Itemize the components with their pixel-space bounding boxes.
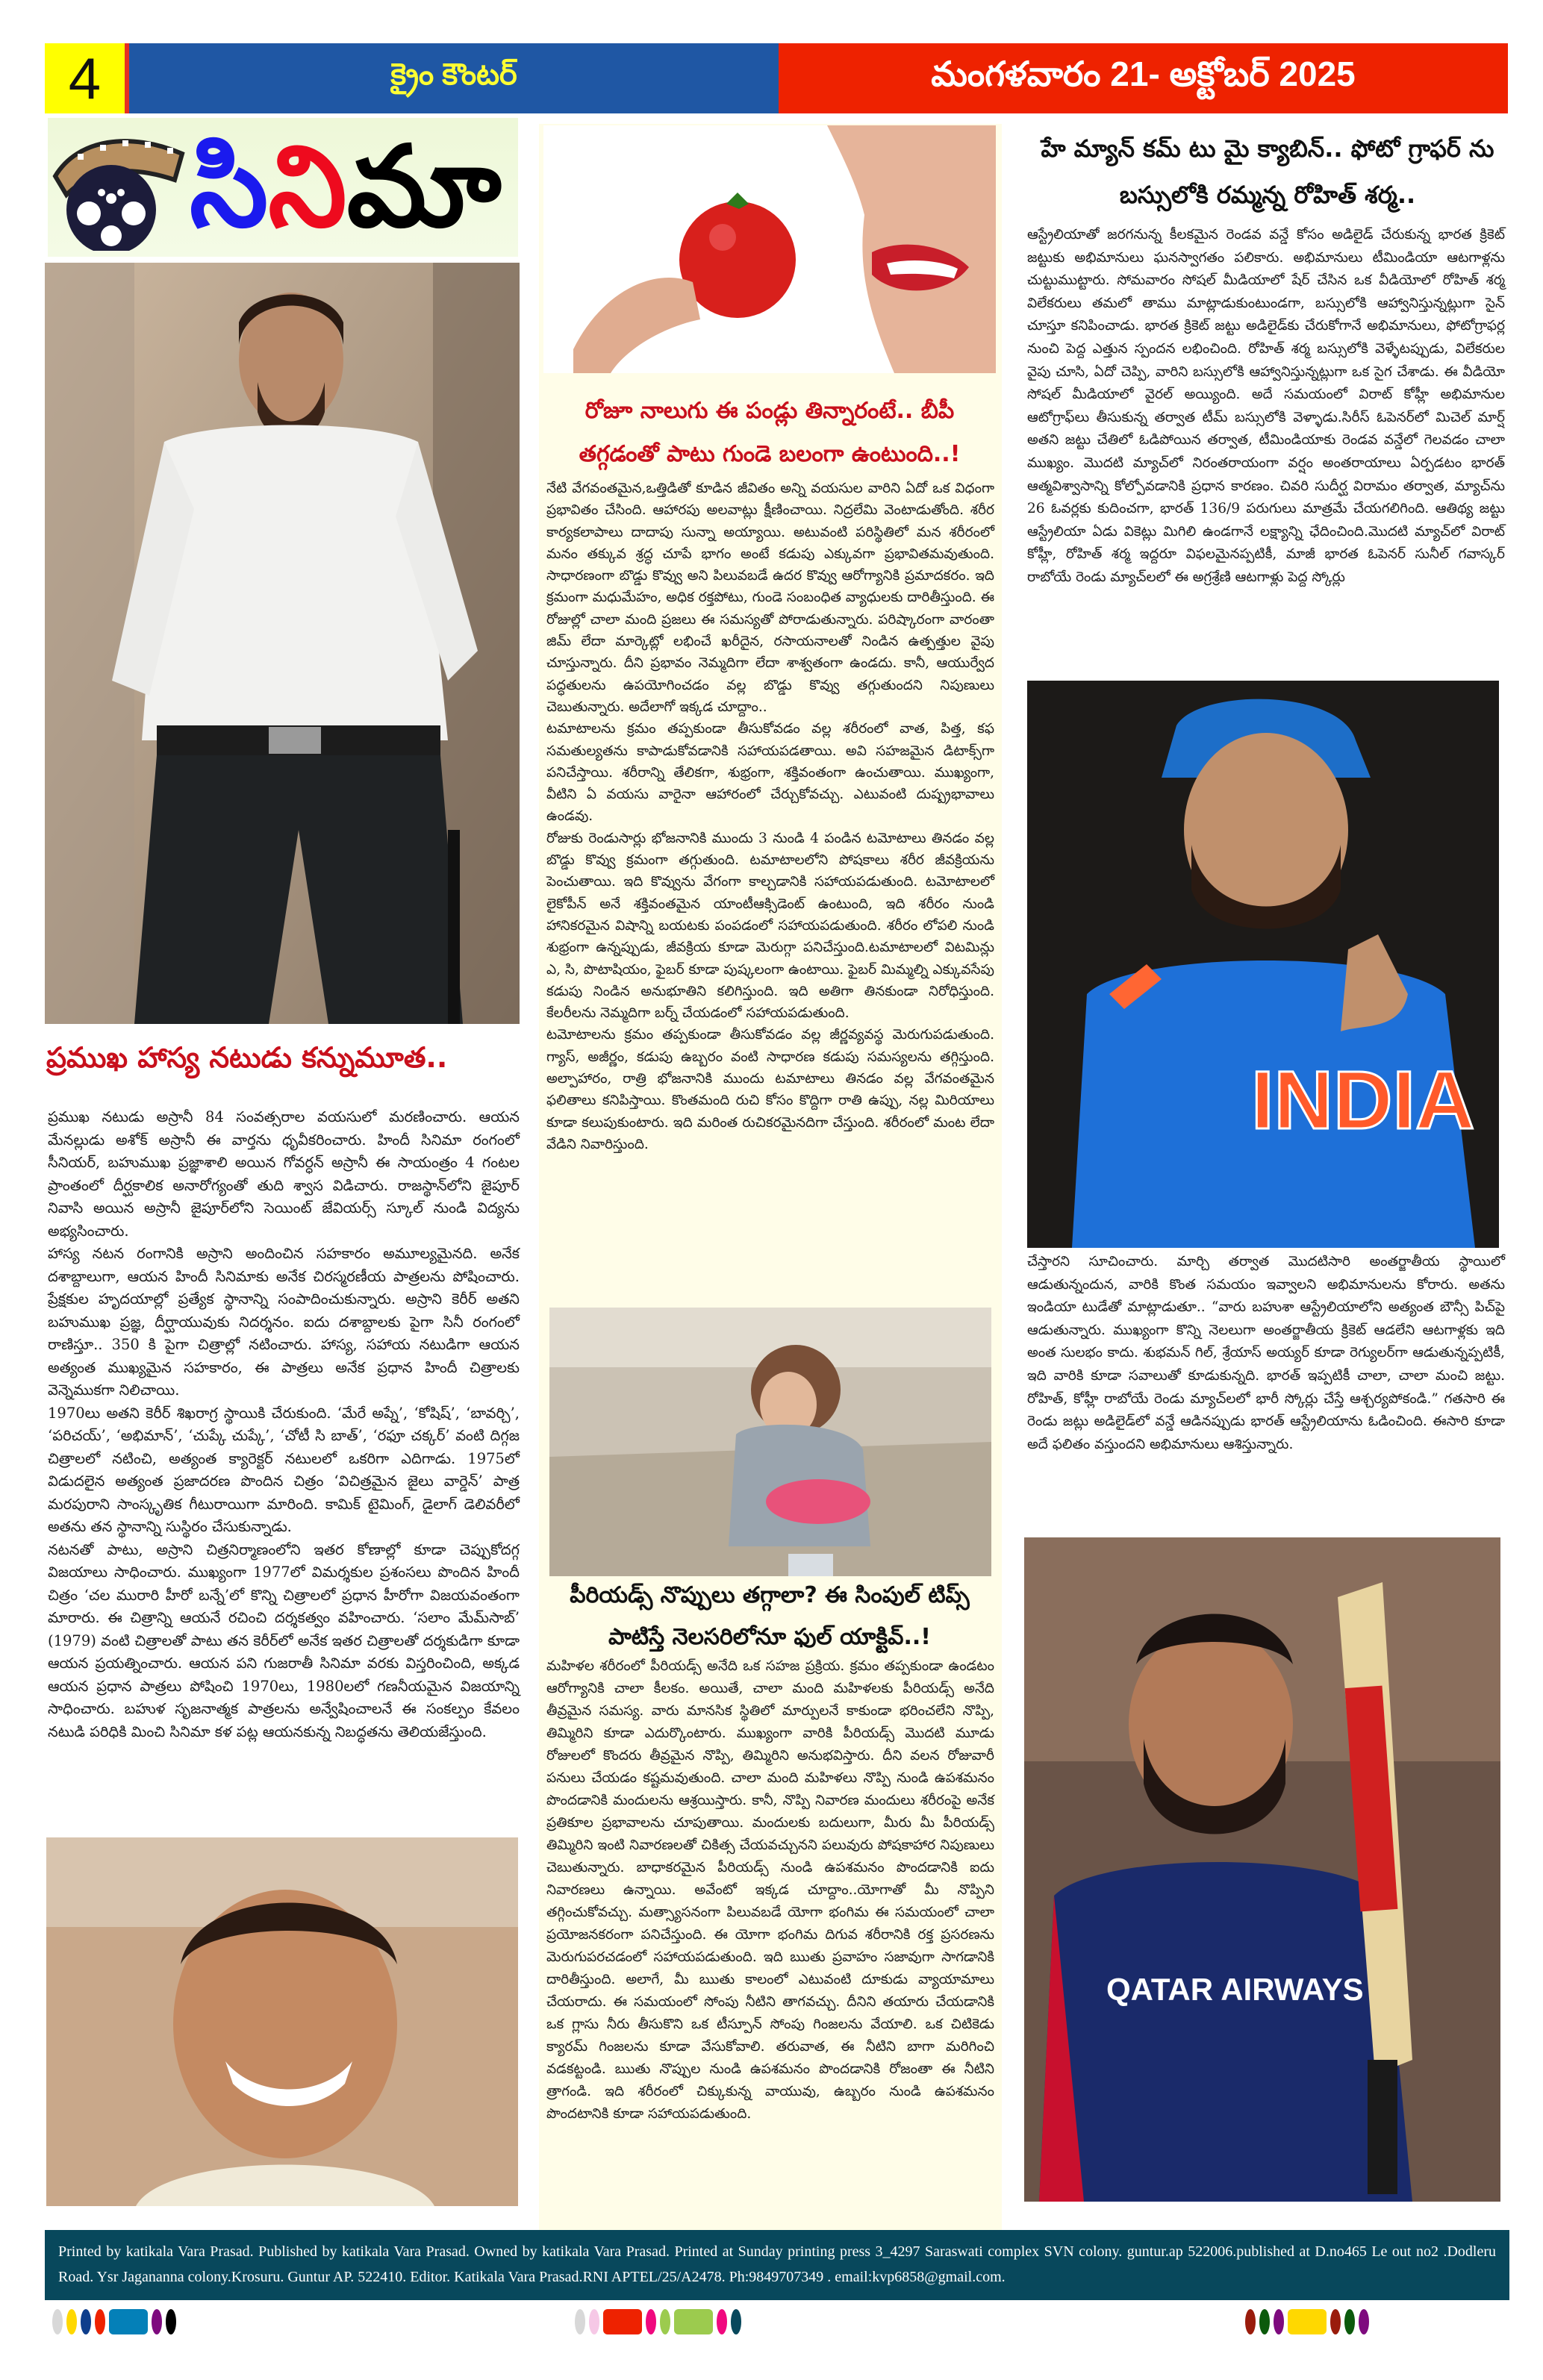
imprint-footer: [45, 2230, 1509, 2300]
color-mark: [674, 2309, 713, 2334]
imprint-text: Printed by katikala Vara Prasad. Published by katikala Vara Prasad. Owned by katikala Vara Prasad. Printed at Sunday printing press 3_4297 Saraswati complex SVN colony. guntur.ap 522006.published at D.no465 Le out no2 .Dodleru Road. Ysr Jagananna colony.Krosuru. Guntur AP. 522410. Editor. Katikala Vara Prasad.RNI APTEL/25/A2478. Ph:9849707349 . email:kvp6858@gmail.com.: [58, 2243, 1496, 2285]
color-mark: [575, 2309, 585, 2334]
page-number: 4: [45, 43, 129, 113]
asrani-paragraph: ప్రముఖ నటుడు అస్రానీ 84 సంవత్సరాల వయసులో మరణించారు. ఆయన మేనల్లుడు అశోక్ అస్రానీ ఈ వార్తను ధృవీకరించారు. హిందీ సినిమా రంగంలో సీనియర్, బహుముఖ ప్రజ్ఞాశాలి అయిన గోవర్ధన్ అస్రానీ ఈ సాయంత్రం 4 గంటల ప్రాంతంలో దీర్ఘకాలిక అనారోగ్యంతో తుది శ్వాస విడిచారు. రాజస్థాన్‌లోని జైపూర్ నివాసి అయిన అస్రానీ జైపూర్‌లోని సెయింట్ జేవియర్స్ స్కూల్ నుండి విద్యను అభ్యసించారు.: [48, 1108, 520, 1240]
photo-tomato: [543, 125, 996, 373]
color-mark: [1259, 2309, 1270, 2334]
tomato-headline: రోజూ నాలుగు ఈ పండ్లు తిన్నారంటే.. బీపీ తగ్గడంతో పాటు గుండె బలంగా ఉంటుంది..!: [579, 398, 961, 467]
tomato-paragraph: టమాటాలను క్రమం తప్పకుండా తీసుకోవడం వల్ల శరీరంలో వాత, పిత్త, కఫ సమతుల్యతను కాపాడుకోవడానికి సహాయపడతాయి. అవి సహజమైన డిటాక్స్‌గా పనిచేస్తాయి. శరీరాన్ని తేలికగా, శుభ్రంగా, శక్తివంతంగా ఉంచుతాయి. ముఖ్యంగా, వీటిని ఏ వయసు వారైనా ఆహారంలో చేర్చుకోవచ్చు. ఎటువంటి దుష్ప్రభావాలు ఉండవు.: [546, 721, 994, 825]
wordmark-letter-2: ని: [268, 122, 347, 252]
photo-asrani: [46, 1837, 518, 2206]
color-mark: [66, 2309, 77, 2334]
color-mark: [52, 2309, 63, 2334]
tomato-article-body: [546, 478, 994, 1155]
periods-paragraph: మహిళల శరీరంలో పీరియడ్స్ అనేది ఒక సహజ ప్రక్రియ. క్రమం తప్పకుండా ఉండటం ఆరోగ్యానికి చాలా కీలకం. అయితే, చాలా మంది మహిళలకు పీరియడ్స్ అనేది తీవ్రమైన సమస్య. వారు మానసిక స్థితిలో మార్పులనే కాకుండా భరించలేని నొప్పి, తిమ్మిరిని కూడా ఎదుర్కొంటారు. ముఖ్యంగా వారికి పీరియడ్స్ మొదటి మూడు రోజులలో కొందరు తీవ్రమైన నొప్పి, తిమ్మిరిని అనుభవిస్తారు. దీని వలన రోజువారీ పనులు చేయడం కష్టమవుతుంది. చాలా మంది మహిళలు నొప్పి నుండి ఉపశమనం పొందడానికి మందులను ఆశ్రయిస్తారు. కానీ, నొప్పి నివారణ మందులు శరీరంపై అనేక ప్రతికూల ప్రభావాలను చూపుతాయి. మందులకు బదులుగా, మీరు మీ పీరియడ్స్ తిమ్మిరిని ఇంటి నివారణలతో చికిత్స చేయవచ్చునని పలువురు పోషకాహార నిపుణులు చెబుతున్నారు. బాధాకరమైన పీరియడ్స్ నుండి ఉపశమనం పొందడానికి ఐదు నివారణలు ఉన్నాయి. అవేంటో ఇక్కడ చూద్దాం..యోగాతో మీ నొప్పిని తగ్గించుకోవచ్చు. మత్స్యాసనంగా పిలువబడే యోగా భంగిమ ఈ సమయంలో చాలా ప్రయోజనకరంగా పనిచేస్తుంది. ఈ యోగా భంగిమ దిగువ శరీరానికి రక్త ప్రసరణను మెరుగుపరచడంలో సహాయపడుతుంది. ఇది ఋతు ప్రవాహం సజావుగా సాగడానికి దారితీస్తుంది. అలాగే, మీ ఋతు కాలంలో ఎటువంటి దూకుడు వ్యాయామాలు చేయరాదు. ఈ సమయంలో సోంపు నీటిని తాగవచ్చు. దీనిని తయారు చేయడానికి ఒక గ్లాసు నీరు తీసుకొని ఒక టీస్పూన్ సోంపు గింజలను వేయాలి. ఒక చిటికెడు క్యారమ్ గింజలను కూడా వేసుకోవాలి. తరువాత, ఈ నీటిని బాగా మరిగించి వడకట్టండి. ఋతు నొప్పుల నుండి ఉపశమనం పొందడానికి రోజంతా ఈ నీటిని త్రాగండి. ఇది శరీరంలో చిక్కుకున్న వాయువు, ఉబ్బరం నుండి ఉపశమనం పొందటానికి కూడా సహాయపడుతుంది.: [546, 1658, 994, 2122]
color-mark: [152, 2309, 162, 2334]
photo-woman-pain: [549, 1308, 991, 1576]
rohit-article-body-bottom: [1027, 1251, 1505, 1456]
issue-date: మంగళవారం 21- అక్టోబర్ 2025: [779, 43, 1508, 113]
wordmark-letter-1: సి: [190, 122, 269, 252]
color-marks-center: [575, 2309, 741, 2334]
color-mark: [81, 2309, 91, 2334]
tomato-paragraph: టమోటాలను క్రమం తప్పకుండా తీసుకోవడం వల్ల జీర్ణవ్యవస్థ మెరుగుపడుతుంది. గ్యాస్, అజీర్ణం, కడుపు ఉబ్బరం వంటి సాధారణ కడుపు సమస్యలను తగ్గిస్తుంది. అల్పాహారం, రాత్రి భోజనానికి ముందు టమాటాలు తినడం వల్ల వేగవంతమైన ఫలితాలు కనిపిస్తాయి. కొంతమంది రుచి కోసం కొద్దిగా రాతి ఉప్పు, నల్ల మిరియాలు కూడా కలుపుకుంటారు. ఇది మరింత రుచికరమైనదిగా చేస్తుంది. శరీరంలో మంట లేదా వేడిని నివారిస్తుంది.: [546, 1027, 994, 1152]
wordmark-letter-3: మా: [346, 122, 502, 252]
rohit-paragraph: ఆస్ట్రేలియాతో జరగనున్న కీలకమైన రెండవ వన్డే కోసం అడిలైడ్ చేరుకున్న భారత క్రికెట్ జట్టుకు అభిమానులు ఘనస్వాగతం పలికారు. అభిమానులు టీమిండియా ఆటగాళ్లను చుట్టుముట్టారు. సోమవారం సోషల్ మీడియాలో షేర్ చేసిన ఒక వీడియోలో రోహిత్ శర్మ విలేకరులు తమలో తాము మాట్లాడుకుంటుండగా, బస్సులోకి ఆహ్వానిస్తున్నట్లుగా సైన్ చూస్తూ కనిపించాడు. భారత క్రికెట్ జట్టు అడిలైడ్‌కు చేరుకోగానే అభిమానులు, ఫోటోగ్రాఫర్ల నుంచి పెద్ద ఎత్తున స్పందన లభించింది. రోహిత్ శర్మ బస్సులోకి వెళ్ళేటప్పుడు, విలేకరుల వైపు చూసి, ఏదో చెప్పి, వారిని బస్సులోకి ఆహ్వానిస్తున్నట్లుగా ఒక సైగ చేశాడు. ఈ వీడియో సోషల్ మీడియాలో వైరల్ అయ్యింది. అదే సమయంలో విరాట్ కోహ్లీ అభిమానుల ఆటోగ్రాఫ్‌లు తీసుకున్న తర్వాత టీమ్ బస్సులోకి వెళ్ళాడు.సిరీస్ ఓపెనర్‌లో మిచెల్ మార్ష్ అతని జట్టు చేతిలో ఓడిపోయిన తర్వాత, టీమిండియాకు రెండవ వన్డేలో గెలవడం చాలా ముఖ్యం. మొదటి మ్యాచ్‌లో నిరంతరాయంగా వర్షం అంతరాయాలు ఏర్పడటం భారత్ ఆత్మవిశ్వాసాన్ని కోల్పోవడానికి ప్రధాన కారణం. చివరి సుదీర్ఘ విరామం తర్వాత, మ్యాచ్‌ను 26 ఓవర్లకు కుదించగా, భారత్ 136/9 పరుగులు మాత్రమే చేయగలిగింది. ఆతిథ్య జట్టు ఆస్ట్రేలియా ఏడు వికెట్లు మిగిలి ఉండగానే లక్ష్యాన్ని ఛేదించింది.మొదటి మ్యాచ్‌లో విరాట్ కోహ్లీ, రోహిత్ శర్మ ఇద్దరూ విఫలమైనప్పటికీ, మాజీ భారత ఓపెనర్ సునీల్ గవాస్కర్ రాబోయే రెండు మ్యాచ్‌లలో ఈ అగ్రశ్రేణి ఆటగాళ్లు పెద్ద స్కోర్లు: [1027, 227, 1505, 585]
film-reel-icon: [48, 124, 197, 251]
jersey-text: INDIA: [1251, 1055, 1475, 1146]
color-marks-left: [52, 2309, 176, 2334]
periods-article-body: [546, 1655, 994, 2126]
asrani-paragraph: హాస్య నటన రంగానికి అస్రాని అందించిన సహకారం అమూల్యమైనది. అనేక దశాబ్దాలుగా, ఆయన హిందీ సినిమాకు అనేక చిరస్మరణీయ పాత్రలను పోషించారు. ప్రేక్షకుల హృదయాల్లో ప్రత్యేక స్థానాన్ని సంపాదించుకున్నారు. అస్రాని కెరీర్ అతని బహుముఖ ప్రజ్ఞ, దీర్ఘాయువుకు నిదర్శనం. ఐదు దశాబ్దాలకు పైగా సినీ రంగంలో రాణిస్తూ.. 350 కి పైగా చిత్రాల్లో నటించారు. హాస్య, సహాయ నటుడిగా ఆయన అత్యంత ముఖ్యమైన సహకారం, ఈ పాత్రలు అనేక ప్రధాన హిందీ చిత్రాలకు వెన్నెముకగా నిలిచాయి.: [48, 1245, 520, 1399]
color-mark: [646, 2309, 656, 2334]
tomato-paragraph: రోజుకు రెండుసార్లు భోజనానికి ముందు 3 నుండి 4 పండిన టమోటాలు తినడం వల్ల బొడ్డు కొవ్వు క్రమంగా తగ్గుతుంది. టమాటాలలోని పోషకాలు శరీర జీవక్రియను పెంచుతాయి. ఇది కొవ్వును వేగంగా కాల్చడానికి సహాయపడుతుంది. టమోటాలలో లైకోపీన్ అనే శక్తివంతమైన యాంటీఆక్సిడెంట్ ఉంటుంది, ఇది శరీరం నుండి హానికరమైన విషాన్ని బయటకు పంపడంలో సహాయపడుతుంది. శరీరం లోపలి నుండి శుభ్రంగా ఉన్నప్పుడు, జీవక్రియ కూడా మెరుగ్గా పనిచేస్తుంది.టమాటాలలో విటమిన్లు ఎ, సి, పొటాషియం, ఫైబర్ కూడా పుష్కలంగా ఉంటాయి. ఫైబర్ మిమ్మల్ని ఎక్కువసేపు కడుపు నిండిన అనుభూతిని కలిగిస్తుంది. ఇది అతిగా తినకుండా నిరోధిస్తుంది. కేలరీలను నెమ్మదిగా బర్న్ చేయడంలో సహాయపడుతుంది.: [546, 830, 994, 1022]
color-mark: [717, 2309, 727, 2334]
color-mark: [95, 2309, 105, 2334]
kohli-jersey-text: QATAR AIRWAYS: [1106, 1972, 1364, 2007]
color-mark: [1274, 2309, 1284, 2334]
color-mark: [660, 2309, 670, 2334]
rohit-paragraph: చేస్తారని సూచించారు. మార్చి తర్వాత మొదటిసారి అంతర్జాతీయ స్థాయిలో ఆడుతున్నందున, వారికి కొంత సమయం ఇవ్వాలని అభిమానులను కోరారు. అతను ఇండియా టుడేతో మాట్లాడుతూ.. “వారు బహుశా ఆస్ట్రేలియాలోని అత్యంత బౌన్సీ పిచ్‌పై ఆడుతున్నారు. ముఖ్యంగా కొన్ని నెలలుగా అంతర్జాతీయ క్రికెట్ ఆడలేని ఆటగాళ్లకు ఇది అంత సులభం కాదు. శుభమన్ గిల్, శ్రేయాస్ అయ్యర్ కూడా రెగ్యులర్‌గా ఆడుతున్నప్పటికీ, ఇది వారికి కూడా సవాలుతో కూడుకున్నది. భారత్ ఇప్పటికీ చాలా, చాలా మంచి జట్టు. రోహిత్, కోహ్లీ రాబోయే రెండు మ్యాచ్‌లలో భారీ స్కోర్లు చేస్తే ఆశ్చర్యపోకండి.” గతసారి ఈ రెండు జట్లు అడిలైడ్‌లో వన్డే ఆడినప్పుడు భారత్ ఆస్ట్రేలియాను ఓడించింది. ఈసారి కూడా అదే ఫలితం వస్తుందని అభిమానులు ఆశిస్తున్నారు.: [1027, 1254, 1505, 1452]
cinema-section-logo: [48, 118, 518, 257]
photo-virat-kohli: [1024, 1537, 1500, 2202]
color-mark: [1344, 2309, 1355, 2334]
asrani-article-body: [48, 1106, 520, 1743]
color-mark: [1330, 2309, 1341, 2334]
photo-rohit-sharma: [1027, 681, 1499, 1248]
asrani-paragraph: నటనతో పాటు, అస్రాని చిత్రనిర్మాణంలోని ఇతర కోణాల్లో కూడా చెప్పుకోదగ్గ విజయాలు సాధించారు. ముఖ్యంగా 1977లో విమర్శకుల ప్రశంసలు పొందిన హిందీ చిత్రం ‘చల మురారి హీరో బన్నే’లో కొన్ని చిత్రాలలో ప్రధాన హీరోగా విజయవంతంగా మారారు. ఈ చిత్రాన్ని ఆయనే రచించి దర్శకత్వం వహించారు. ‘సలాం మేమ్‌సాబ్’ (1979) వంటి చిత్రాలతో పాటు తన కెరీర్‌లో అనేక ఇతర చిత్రాలతో దర్శకుడిగా కూడా ఆయన ప్రయత్నించారు. ఆయన పని గుజరాతీ సినిమా వరకు విస్తరించింది, అక్కడ ఆయన ప్రధాన పాత్రలు పోషించి 1970లు, 1980లలో గణనీయమైన విజయాన్ని సాధించారు. బహుళ సృజనాత్మక పాత్రలను అన్వేషించాలనే ఈ సంకల్పం కేవలం నటుడి పరిధికి మించి సినిమా కళ పట్ల ఆయనకున్న నిబద్ధతను తెలియజేస్తుంది.: [48, 1540, 520, 1740]
color-mark: [589, 2309, 599, 2334]
cinema-wordmark: [190, 122, 502, 252]
color-mark: [109, 2309, 148, 2334]
color-mark: [731, 2309, 741, 2334]
periods-headline: పీరియడ్స్ నొప్పులు తగ్గాలా? ఈ సింపుల్ టిప్స్ పాటిస్తే నెలసరిలోనూ ఫుల్ యాక్టివ్..!: [570, 1582, 970, 1650]
color-mark: [603, 2309, 642, 2334]
color-mark: [1359, 2309, 1369, 2334]
rohit-headline: హే మ్యాన్ కమ్ టు మై క్యాబిన్.. ఫోటో గ్రాఫర్ ను బస్సులోకి రమ్మన్న రోహిత్ శర్మ..: [1041, 134, 1494, 209]
tomato-paragraph: నేటి వేగవంతమైన,ఒత్తిడితో కూడిన జీవితం అన్ని వయసుల వారిని ఏదో ఒక విధంగా ప్రభావితం చేసింది. ఆహారపు అలవాట్లు క్షీణించాయి. నిద్రలేమి వెంటాడుతోంది. శరీర కార్యకలాపాలు దాదాపు సున్నా అయ్యాయి. అటువంటి పరిస్థితిలో మన శరీరంలో మనం తక్కువ శ్రద్ధ చూపే భాగం అంటే కడుపు ఎక్కువగా ప్రభావితమవుతుంది. సాధారణంగా బొడ్డు కొవ్వు అని పిలువబడే ఉదర కొవ్వు ఆరోగ్యానికి ప్రమాదకరం. ఇది క్రమంగా మధుమేహం, అధిక రక్తపోటు, గుండె సంబంధిత వ్యాధులకు దారితీస్తుంది. ఈ రోజుల్లో చాలా మంది ప్రజలు ఈ సమస్యతో పోరాడుతున్నారు. పరిష్కారంగా వారంతా జిమ్ లేదా మార్కెట్లో లభించే ఖరీదైన, రసాయనాలతో నిండిన ఉత్పత్తుల వైపు చూస్తున్నారు. దీని ప్రభావం నెమ్మదిగా లేదా శాశ్వతంగా ఉండదు. కానీ, ఆయుర్వేద పద్ధతులను ఉపయోగించడం వల్ల బొడ్డు కొవ్వు తగ్గుతుందని నిపుణులు చెబుతున్నారు. అదేలాగో ఇక్కడ చూద్దాం..: [546, 481, 994, 715]
asrani-paragraph: 1970లు అతని కెరీర్ శిఖరాగ్ర స్థాయికి చేరుకుంది. ‘మేరే అప్నే’, ‘కోషిష్’, ‘బావర్చి’, ‘పరిచయ్’, ‘అభిమాన్’, ‘చుప్కే చుప్కే’, ‘చోటీ సి బాత్’, ‘రఫూ చక్కర్’ వంటి దిగ్గజ చిత్రాలలో నటించి, అత్యంత క్యారెక్టర్ నటులలో ఒకరిగా ఎదిగాడు. 1975లో విడుదలైన అత్యంత ప్రజాదరణ పొందిన చిత్రం ‘విచిత్రమైన జైలు వార్డెన్’ పాత్ర మరపురాని సాంస్కృతిక గీటురాయిగా మారింది. కామిక్ టైమింగ్, డైలాగ్ డెలివరీలో అతను తన స్థానాన్ని సుస్థిరం చేసుకున్నాడు.: [48, 1404, 520, 1535]
photo-actor: [45, 263, 520, 1024]
color-mark: [1288, 2309, 1327, 2334]
masthead: [45, 43, 1508, 113]
rohit-article-body-top: [1027, 224, 1505, 590]
asrani-headline: ప్రముఖ హాస్య నటుడు కన్నుమూత..: [46, 1041, 448, 1074]
section-title: క్రైం కౌంటర్: [129, 43, 779, 113]
color-mark: [166, 2309, 176, 2334]
color-mark: [1245, 2309, 1256, 2334]
color-marks-right: [1245, 2309, 1369, 2334]
